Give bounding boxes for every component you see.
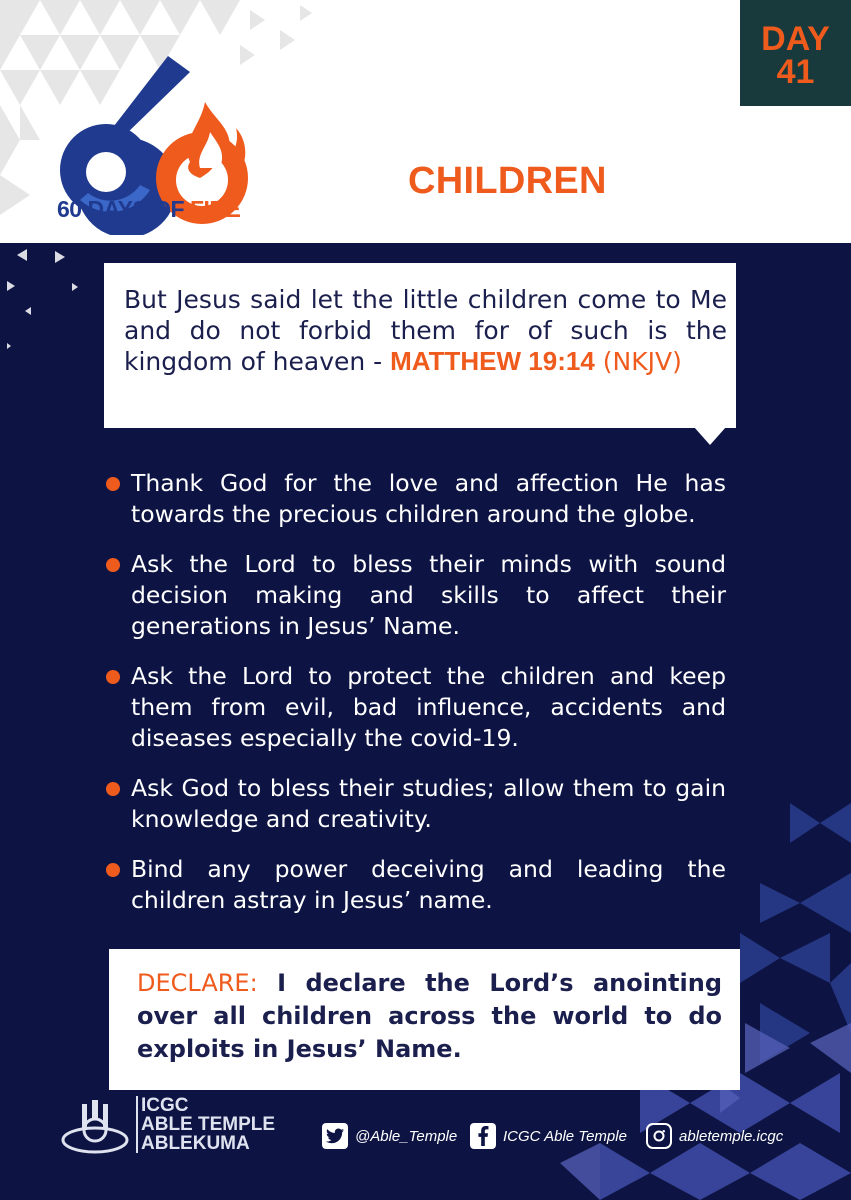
page-title: CHILDREN bbox=[408, 160, 607, 202]
twitter-icon bbox=[322, 1123, 348, 1149]
prayer-text: Ask God to bless their studies; allow them to gain knowledge and creativity. bbox=[131, 774, 726, 833]
declaration-card bbox=[109, 949, 740, 1090]
facebook-icon bbox=[470, 1123, 496, 1149]
church-name bbox=[136, 1096, 275, 1153]
church-name-line1: ICGC bbox=[141, 1095, 189, 1116]
bullet-icon bbox=[106, 782, 120, 796]
church-logo bbox=[60, 1100, 130, 1156]
scripture-card bbox=[104, 263, 736, 428]
scripture-paragraph bbox=[124, 284, 727, 377]
scripture-text: But Jesus said let the little children come to Me and do not forbid them for of such is the kingdom of heaven - bbox=[124, 285, 727, 376]
declaration-label: DECLARE: bbox=[137, 969, 258, 997]
prayer-list bbox=[104, 468, 726, 935]
instagram-icon bbox=[646, 1123, 672, 1149]
prayer-text: Thank God for the love and affection He has towards the precious children around the globe. bbox=[131, 469, 726, 528]
church-name-line3: ABLEKUMA bbox=[141, 1133, 250, 1154]
prayer-item bbox=[104, 661, 726, 754]
prayer-item bbox=[104, 854, 726, 916]
day-label: DAY bbox=[761, 20, 830, 58]
declaration-paragraph bbox=[137, 967, 722, 1066]
prayer-text: Bind any power deceiving and leading the children astray in Jesus’ name. bbox=[131, 855, 726, 914]
logo-caption bbox=[57, 196, 240, 223]
day-number: 41 bbox=[776, 53, 815, 91]
declaration-text: I declare the Lord’s anointing over all children across the world to do exploits in Jesus’ Name. bbox=[137, 969, 722, 1063]
facebook-link[interactable] bbox=[470, 1122, 627, 1150]
logo-caption-main: 60 DAYS OF bbox=[57, 196, 185, 222]
instagram-link[interactable] bbox=[646, 1122, 783, 1150]
twitter-handle: @Able_Temple bbox=[355, 1127, 458, 1145]
twitter-link[interactable] bbox=[322, 1122, 457, 1150]
scripture-reference: MATTHEW 19:14 bbox=[390, 346, 595, 376]
prayer-item bbox=[104, 549, 726, 642]
logo-caption-fire: FIRE bbox=[189, 196, 241, 222]
bullet-icon bbox=[106, 670, 120, 684]
prayer-item bbox=[104, 468, 726, 530]
speech-bubble-tail bbox=[694, 427, 726, 445]
bullet-icon bbox=[106, 863, 120, 877]
church-name-line2: ABLE TEMPLE bbox=[141, 1114, 276, 1135]
facebook-handle: ICGC Able Temple bbox=[503, 1127, 627, 1145]
prayer-text: Ask the Lord to protect the children and keep them from evil, bad influence, accidents and diseases especially the covid-19. bbox=[131, 662, 726, 752]
day-badge bbox=[740, 0, 851, 106]
instagram-handle: abletemple.icgc bbox=[679, 1127, 784, 1145]
bullet-icon bbox=[106, 477, 120, 491]
header bbox=[0, 0, 851, 243]
prayer-item bbox=[104, 773, 726, 835]
scripture-version: (NKJV) bbox=[602, 347, 682, 376]
bullet-icon bbox=[106, 558, 120, 572]
prayer-text: Ask the Lord to bless their minds with sound decision making and skills to affect their generations in Jesus’ Name. bbox=[131, 550, 726, 640]
